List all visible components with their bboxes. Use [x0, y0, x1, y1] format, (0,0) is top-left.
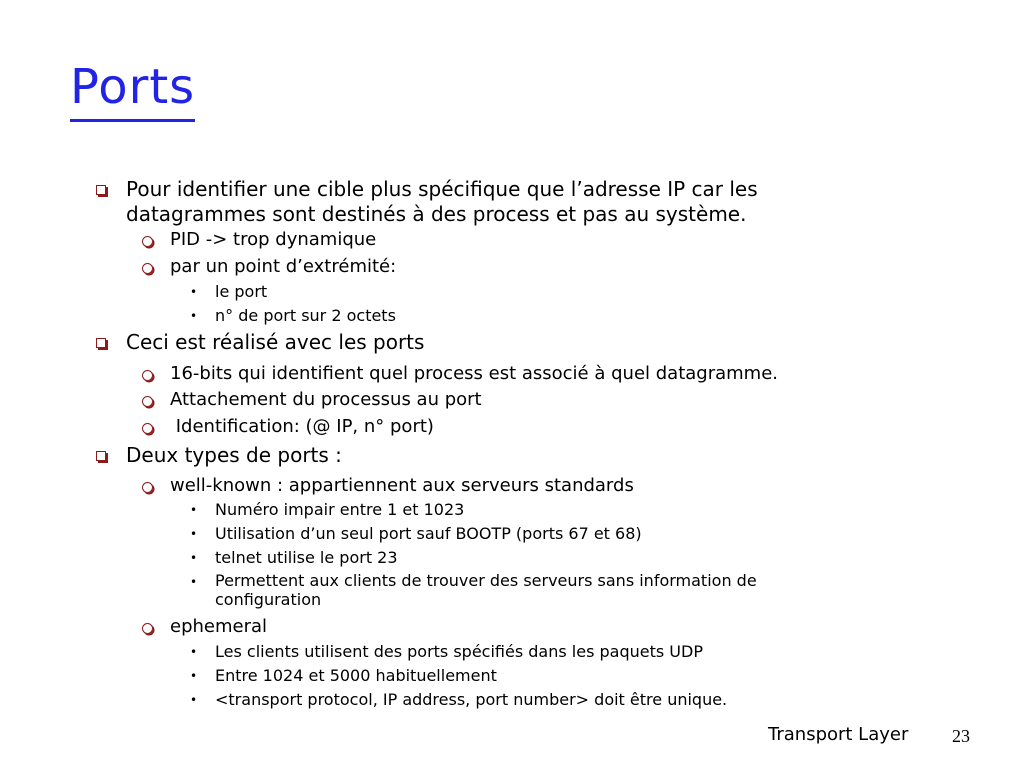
- hollow-square-bullet-icon: [96, 451, 106, 461]
- bullet-item-line: Deux types de ports :: [126, 443, 342, 467]
- bullet-item-level-2: [170, 227, 990, 253]
- dot-bullet-icon: •: [190, 527, 198, 541]
- bullet-item-line: Attachement du processus au port: [170, 389, 482, 410]
- bullet-item-level-2: [170, 614, 990, 640]
- hollow-circle-bullet-icon: [142, 370, 153, 381]
- bullet-item-line: Pour identifier une cible plus spécifique que l’adresse IP car les: [126, 177, 758, 201]
- page-number: 23: [952, 726, 970, 746]
- hollow-circle-bullet-icon: [142, 482, 153, 493]
- bullet-item-line: 16-bits qui identifient quel process est associé à quel datagramme.: [170, 363, 779, 384]
- footer-label: Transport Layer: [768, 724, 909, 745]
- hollow-circle-bullet-icon: [142, 623, 153, 634]
- dot-bullet-icon: •: [190, 285, 198, 299]
- bullet-item-line: Identification: (@ IP, n° port): [170, 416, 434, 437]
- bullet-item-line: n° de port sur 2 octets: [215, 306, 396, 325]
- bullet-item-level-2: [170, 473, 990, 499]
- bullet-item-level-3: [215, 281, 875, 303]
- bullet-item-line: Les clients utilisent des ports spécifiés dans les paquets UDP: [215, 642, 703, 661]
- dot-bullet-icon: •: [190, 309, 198, 323]
- slide-title: Ports: [70, 55, 195, 122]
- dot-bullet-icon: •: [190, 669, 198, 683]
- bullet-item-line: datagrammes sont destinés à des process et pas au système.: [126, 202, 747, 226]
- bullet-item-level-3: [215, 571, 875, 609]
- bullet-item-level-1: [126, 177, 986, 227]
- bullet-item-line: Ceci est réalisé avec les ports: [126, 330, 425, 354]
- bullet-item-line: Entre 1024 et 5000 habituellement: [215, 666, 497, 685]
- bullet-item-line: par un point d’extrémité:: [170, 256, 397, 277]
- dot-bullet-icon: •: [190, 503, 198, 517]
- bullet-item-line: ephemeral: [170, 616, 268, 637]
- dot-bullet-icon: •: [190, 575, 198, 589]
- bullet-item-level-2: [170, 254, 990, 280]
- hollow-circle-bullet-icon: [142, 236, 153, 247]
- bullet-item-level-2: [170, 414, 990, 440]
- dot-bullet-icon: •: [190, 645, 198, 659]
- bullet-item-level-3: [215, 665, 875, 687]
- hollow-circle-bullet-icon: [142, 396, 153, 407]
- bullet-item-level-3: [215, 499, 875, 521]
- bullet-item-line: Numéro impair entre 1 et 1023: [215, 500, 465, 519]
- bullet-item-level-1: [126, 443, 986, 468]
- bullet-item-level-1: [126, 330, 986, 355]
- bullet-item-line: configuration: [215, 590, 322, 609]
- bullet-item-level-2: [170, 361, 990, 387]
- dot-bullet-icon: •: [190, 551, 198, 565]
- bullet-item-level-3: [215, 523, 875, 545]
- bullet-item-level-3: [215, 641, 875, 663]
- bullet-item-level-3: [215, 689, 875, 711]
- bullet-item-line: <transport protocol, IP address, port number> doit être unique.: [215, 690, 728, 709]
- hollow-square-bullet-icon: [96, 338, 106, 348]
- hollow-circle-bullet-icon: [142, 423, 153, 434]
- bullet-item-line: PID -> trop dynamique: [170, 229, 377, 250]
- hollow-circle-bullet-icon: [142, 263, 153, 274]
- bullet-item-line: telnet utilise le port 23: [215, 548, 398, 567]
- bullet-item-level-3: [215, 547, 875, 569]
- bullet-item-line: Permettent aux clients de trouver des serveurs sans information de: [215, 571, 757, 590]
- hollow-square-bullet-icon: [96, 185, 106, 195]
- dot-bullet-icon: •: [190, 693, 198, 707]
- bullet-item-level-2: [170, 387, 990, 413]
- bullet-item-line: well-known : appartiennent aux serveurs standards: [170, 475, 634, 496]
- bullet-item-line: le port: [215, 282, 268, 301]
- bullet-item-level-3: [215, 305, 875, 327]
- bullet-item-line: Utilisation d’un seul port sauf BOOTP (ports 67 et 68): [215, 524, 642, 543]
